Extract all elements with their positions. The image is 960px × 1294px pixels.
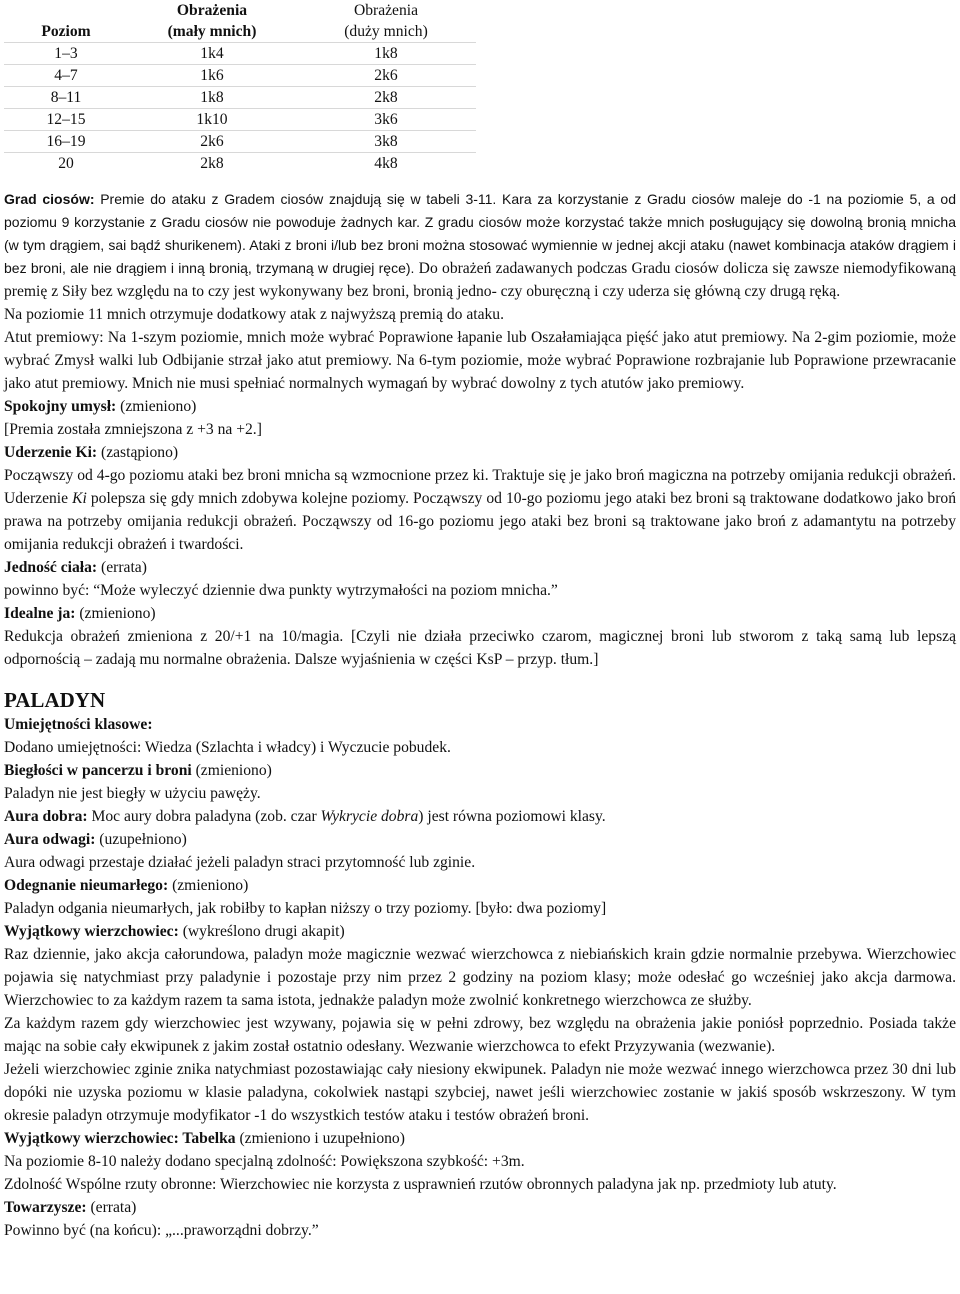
perfect-self-text: Redukcja obrażeń zmieniona z 20/+1 na 10/magia. [Czyli nie działa przeciwko czarom, magicznej broni lub stworom z taką samą lub lepszą odpornością – zadają mu normalne obrażenia. Dalsze wyjaśnienia w części KsP – przyp. tłum.] <box>4 628 956 668</box>
table-row: 12–15 1k10 3k6 <box>4 109 476 131</box>
companions-text: Powinno być (na końcu): „...praworządni dobrzy.” <box>4 1222 319 1239</box>
turn-undead-heading: Odegnanie nieumarłego: (zmieniono) <box>4 877 249 894</box>
class-skills-text: Dodano umiejętności: Wiedza (Szlachta i władcy) i Wyczucie pobudek. <box>4 739 451 756</box>
monk-extra-attack: Na poziomie 11 mnich otrzymuje dodatkowy atak z najwyższą premią do ataku. <box>4 306 504 323</box>
aura-courage-text: Aura odwagi przestaje działać jeżeli paladyn straci przytomność lub zginie. <box>4 854 476 871</box>
calm-mind-text: [Premia została zmniejszona z +3 na +2.] <box>4 421 262 438</box>
armor-proficiency-text: Paladyn nie jest biegły w użyciu pawęży. <box>4 785 261 802</box>
special-mount-heading: Wyjątkowy wierzchowiec: (wykreślono drugi akapit) <box>4 923 345 940</box>
grad-text-2: Do obrażeń zadawanych podczas Gradu ciosów dolicza się zawsze niemodyfikowaną premię z Siły bez względu na to czy jest wykonywany bez broni, bronią jedno- czy oburęczną i czy uderza się główną czy drugą ręką. <box>4 260 956 300</box>
header-damage-small: Obrażenia (mały mnich) <box>128 0 296 43</box>
ki-strike-text: Począwszy od 4-go poziomu ataki bez broni mnicha są wzmocnione przez ki. Traktuje się je jako broń magiczna na potrzeby omijania redukcji obrażeń. Uderzenie Ki polepsza się gdy mnich zdobywa kolejne poziomy. Począwszy od 10-go poziomu jego ataki bez broni są traktowane dodatkowo jako broń prawa na potrzeby omijania redukcji obrażeń. Począwszy od 16-go poziomu jego ataki bez broni są traktowane jako broń z adamantytu na potrzeby omijania redukcji obrażeń i twardości. <box>4 467 956 553</box>
table-row: 8–11 1k8 2k8 <box>4 87 476 109</box>
header-level: Poziom <box>4 0 128 43</box>
monk-bonus-feat: Atut premiowy: Na 1-szym poziomie, mnich może wybrać Poprawione łapanie lub Oszałamiająca pięść jako atut premiowy. Na 2-gim poziomie, może wybrać Zmysł walki lub Odbijanie strzał jako atut premiowy. Na 6-tym poziomie, może wybrać Poprawione rozbrajanie lub Poprawione przewracanie jako atut premiowy. Mnich nie musi spełniać normalnych wymagań by wybrać dowolny z tych atutów jako premiowy. <box>4 329 956 392</box>
table-header-row <box>4 0 476 43</box>
mount-table-heading: Wyjątkowy wierzchowiec: Tabelka (zmieniono i uzupełniono) <box>4 1130 405 1147</box>
grad-paragraph <box>4 188 956 303</box>
armor-proficiency-heading: Biegłości w pancerzu i broni (zmieniono) <box>4 762 272 779</box>
companions-heading: Towarzysze: (errata) <box>4 1199 137 1216</box>
wholeness-text: powinno być: “Może wyleczyć dziennie dwa punkty wytrzymałości na poziom mnicha.” <box>4 582 558 599</box>
special-mount-text-1: Raz dziennie, jako akcja całorundowa, paladyn może magicznie wezwać wierzchowca z niebiańskich krain gdzie normalnie przebywa. Wierzchowiec pojawia się natychmiast przy paladynie i pozostaje przy nim przez 2 godziny na poziom klasy; może odesłać go wcześniej jako akcja darmowa. Wierzchowiec to za każdym razem ta sama istota, jednakże paladyn może zwolnić konkretnego wierzchowca ze służby. <box>4 946 956 1009</box>
aura-good-text: Aura dobra: Moc aury dobra paladyna (zob. czar Wykrycie dobra) jest równa poziomowi klasy. <box>4 808 606 825</box>
perfect-self-heading: Idealne ja: (zmieniono) <box>4 605 156 622</box>
grad-text-1: Premie do ataku z Gradem ciosów znajdują się w tabeli 3-11. Kara za korzystanie z Gradu ciosów maleje do -1 na poziomie 5, a od poziomu 9 korzystanie z Gradu ciosów nie powoduje żadnych kar. Z gradu ciosów może korzystać także mnich posługujący się dowolną bronią mnicha (w tym drągiem, sai bądź shurikenem). Ataki z broni i/lub bez broni można stosować wymiennie w jednej akcji ataku (nawet kombinacja ataków drągiem i bez broni, ale nie drągiem i inną bronią, trzymaną w drugiej ręce). <box>4 191 956 276</box>
table-row: 4–7 1k6 2k6 <box>4 65 476 87</box>
grad-title: Grad ciosów: <box>4 191 95 207</box>
table-row: 1–3 1k4 1k8 <box>4 43 476 65</box>
ki-strike-heading: Uderzenie Ki: (zastąpiono) <box>4 444 179 461</box>
table-row: 20 2k8 4k8 <box>58 155 398 172</box>
calm-mind-heading: Spokojny umysł: (zmieniono) <box>4 398 197 415</box>
header-damage-large: Obrażenia (duży mnich) <box>296 0 476 43</box>
wholeness-heading: Jedność ciała: (errata) <box>4 559 147 576</box>
special-mount-text-3: Jeżeli wierzchowiec zginie znika natychmiast pozostawiając cały niesiony ekwipunek. Paladyn nie może wezwać innego wierzchowca przez 30 dni lub dopóki nie uzyska poziomu w klasie paladyna, cokolwiek nastąpi szybciej, nawet jeśli wierzchowiec zostanie w jakiś sposób wskrzeszony. W tym okresie paladyn otrzymuje modyfikator -1 do wszystkich testów ataku i testów obrażeń broni. <box>4 1061 956 1124</box>
mount-table-text: Na poziomie 8-10 należy dodano specjalną zdolność: Powiększona szybkość: +3m. <box>4 1153 525 1170</box>
damage-table <box>4 0 476 174</box>
table-row: 16–19 2k6 3k8 <box>4 131 476 153</box>
mount-saves-text: Zdolność Wspólne rzuty obronne: Wierzchowiec nie korzysta z usprawnień rzutów obronnych paladyna jak np. przedmioty lub atuty. <box>4 1176 837 1193</box>
paladin-heading: PALADYN <box>4 688 106 712</box>
aura-courage-heading: Aura odwagi: (uzupełniono) <box>4 831 187 848</box>
turn-undead-text: Paladyn odgania nieumarłych, jak robiłby to kapłan niższy o trzy poziomy. [było: dwa poziomy] <box>4 900 607 917</box>
special-mount-text-2: Za każdym razem gdy wierzchowiec jest wzywany, pojawia się w pełni zdrowy, bez względu na obrażenia jakie poniósł poprzednio. Posiada także mając na sobie cały ekwipunek z jakim został ostatnio odesłany. Wezwanie wierzchowca to efekt Przyzywania (wezwanie). <box>4 1015 956 1055</box>
class-skills-heading: Umiejętności klasowe: <box>4 716 153 733</box>
